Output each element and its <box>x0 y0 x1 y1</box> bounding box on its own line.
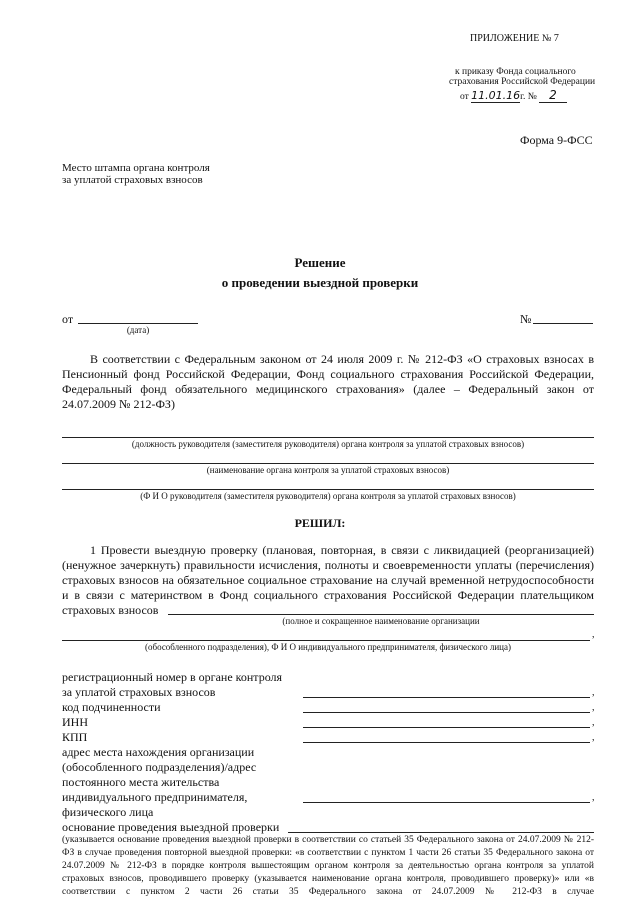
org-name-caption: (полное и сокращенное наименование организации <box>282 616 480 626</box>
kpp-label: КПП <box>62 730 88 744</box>
body-name-field-line[interactable] <box>62 463 594 464</box>
order-number-handwritten: 2 <box>539 88 567 103</box>
subordination-field-line[interactable] <box>303 712 590 713</box>
reg-number-label-1: регистрационный номер в органе контроля <box>62 670 283 684</box>
org-name-field-line[interactable] <box>168 614 594 615</box>
number-field-line[interactable] <box>533 323 593 324</box>
order-number-prefix: г. № <box>520 92 537 102</box>
comma-6: , <box>592 792 595 803</box>
comma-5: , <box>592 732 595 743</box>
body-name-caption: (наименование органа контроля за уплатой страховых взносов) <box>206 465 450 475</box>
subordination-label: код подчиненности <box>62 700 161 714</box>
stamp-line1: Место штампа органа контроля <box>62 162 210 174</box>
subdivision-field-line[interactable] <box>62 640 590 641</box>
point1-last-line: страховых взносов <box>62 603 159 617</box>
comma-3: , <box>592 702 595 713</box>
inn-label: ИНН <box>62 715 88 729</box>
date-field-line[interactable] <box>78 323 198 324</box>
document-title: Решение <box>294 255 346 270</box>
basis-field-line[interactable] <box>288 832 594 833</box>
basis-footnote: (указывается основание проведения выездной проверки в соответствии со статьей 35 Федерального закона от 24.07.2009 № 212-ФЗ в случае проведения повторной выездной проверки: «в соответствии с пунктом 1 части 26 статьи 35 Федерального закона от 24.07.2009 № 212-ФЗ в порядке контроля вышестоящим органом контроля за деятельностью органа контроля за уплатой страховых взносов, проводившего проверку (указывается наименование органа контроля, проводившего проверку)» или «в соответствии с пунктом 2 части 26 статьи 35 Федерального закона от 24.07.2009 № 212-ФЗ в случае <box>62 835 594 897</box>
fio-caption: (Ф И О руководителя (заместителя руководителя) органа контроля за уплатой страховых взносов) <box>140 491 516 501</box>
point1-paragraph: 1 Провести выездную проверку (плановая, повторная, в связи с ликвидацией (реорганизацией) (ненужное зачеркнуть) правильности исчисления, полноты и своевременности уплаты (перечисления) страховых взносов на обязательное социальное страхование на случай временной нетрудоспособности и в связи с материнством в Фонд социального страхования Российской Федерации плательщиком <box>62 543 594 602</box>
stamp-line2: за уплатой страховых взносов <box>62 174 203 186</box>
address-label-4: индивидуального предпринимателя, <box>62 790 248 804</box>
appendix-order-line3 <box>460 88 580 102</box>
appendix-title: ПРИЛОЖЕНИЕ № 7 <box>470 33 559 44</box>
reg-number-label-2: за уплатой страховых взносов <box>62 685 216 699</box>
basis-label: основание проведения выездной проверки <box>62 820 280 834</box>
inn-field-line[interactable] <box>303 727 590 728</box>
subdivision-caption: (обособленного подразделения), Ф И О индивидуального предпринимателя, физического лица) <box>145 642 511 652</box>
form-label: Форма 9-ФСС <box>520 133 593 147</box>
comma-4: , <box>592 717 595 728</box>
address-label-1: адрес места нахождения организации <box>62 745 255 759</box>
date-caption: (дата) <box>126 325 150 335</box>
document-subtitle: о проведении выездной проверки <box>221 275 419 290</box>
date-prefix: от <box>62 312 74 326</box>
reg-number-field-line[interactable] <box>303 697 590 698</box>
intro-paragraph: В соответствии с Федеральным законом от 24 июля 2009 г. № 212-ФЗ «О страховых взносах в Пенсионный фонд Российской Федерации, Фонд социального страхования Российской Федерации, Федеральный фонд обязательного медицинского страхования» (далее – Федеральный закон от 24.07.2009 № 212-ФЗ) <box>62 352 594 411</box>
address-label-2: (обособленного подразделения)/адрес <box>62 760 257 774</box>
address-label-5: физического лица <box>62 805 154 819</box>
appendix-order-line1: к приказу Фонда социального <box>455 67 576 77</box>
number-sign: № <box>520 312 532 326</box>
position-field-line[interactable] <box>62 437 594 438</box>
kpp-field-line[interactable] <box>303 742 590 743</box>
comma-2: , <box>592 687 595 698</box>
address-field-line[interactable] <box>303 802 590 803</box>
appendix-order-line2: страхования Российской Федерации <box>449 77 596 87</box>
position-caption: (должность руководителя (заместителя руководителя) органа контроля за уплатой страховых взносов) <box>131 439 525 449</box>
decided-heading: РЕШИЛ: <box>294 516 346 530</box>
address-label-3: постоянного места жительства <box>62 775 220 789</box>
fio-field-line[interactable] <box>62 489 594 490</box>
order-date-prefix: от <box>460 92 469 102</box>
order-date-handwritten: 11.01.16 <box>471 89 521 102</box>
comma-1: , <box>592 629 595 640</box>
